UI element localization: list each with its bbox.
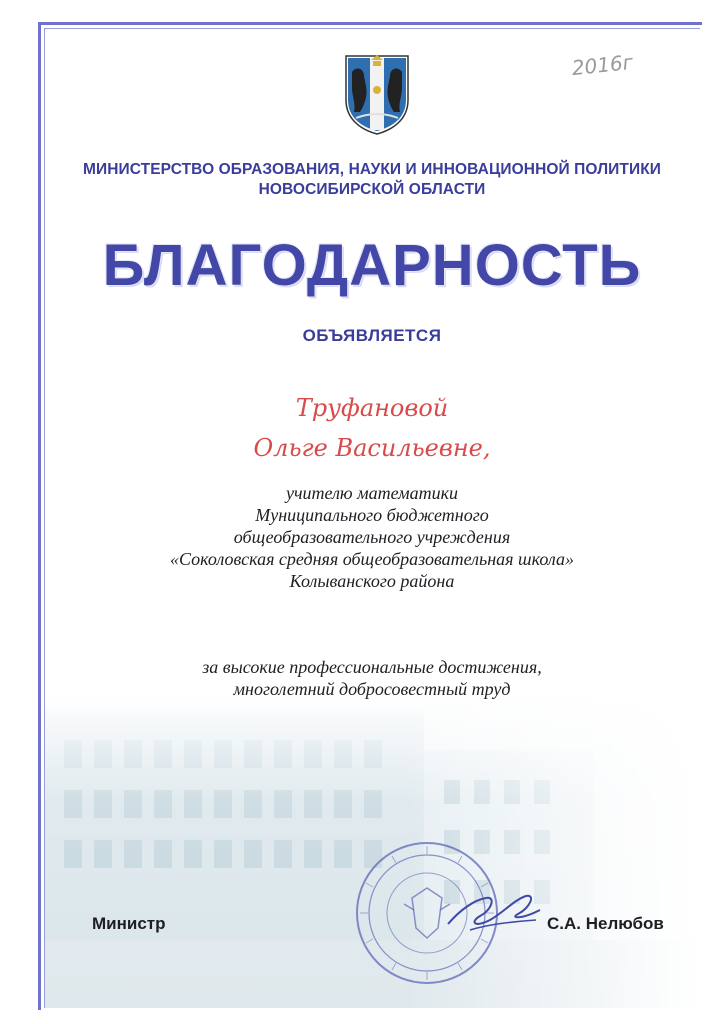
award-reason xyxy=(44,656,700,700)
announce-text: ОБЪЯВЛЯЕТСЯ xyxy=(302,326,442,345)
position-line: «Соколовская средняя общеобразовательная школа» xyxy=(170,549,574,569)
recipient-position xyxy=(44,482,700,592)
reason-line: многолетний добросовестный труд xyxy=(233,679,511,699)
ministry-name xyxy=(44,160,700,200)
recipient-surname: Труфановой xyxy=(295,394,449,422)
reason-line: за высокие профессиональные достижения, xyxy=(202,657,542,677)
signer-name: С.А. Нелюбов xyxy=(547,914,664,933)
ministry-line-2: НОВОСИБИРСКОЙ ОБЛАСТИ xyxy=(258,181,486,198)
position-line: учителю математики xyxy=(285,483,459,503)
recipient-name xyxy=(44,388,700,468)
position-line: Муниципального бюджетного xyxy=(255,505,489,525)
position-line: общеобразовательного учреждения xyxy=(233,527,511,547)
signer-role: Министр xyxy=(92,914,166,933)
recipient-given-names: Ольге Васильевне, xyxy=(253,434,491,462)
novosibirsk-coat-of-arms-icon xyxy=(342,52,412,136)
certificate-title: БЛАГОДАРНОСТЬ xyxy=(102,233,642,298)
signature-mark xyxy=(440,880,550,940)
ministry-line-1: МИНИСТЕРСТВО ОБРАЗОВАНИЯ, НАУКИ И ИННОВАЦИОННОЙ ПОЛИТИКИ xyxy=(82,161,662,178)
position-line: Колыванского района xyxy=(289,571,455,591)
handwritten-year: 2016г xyxy=(570,49,635,81)
